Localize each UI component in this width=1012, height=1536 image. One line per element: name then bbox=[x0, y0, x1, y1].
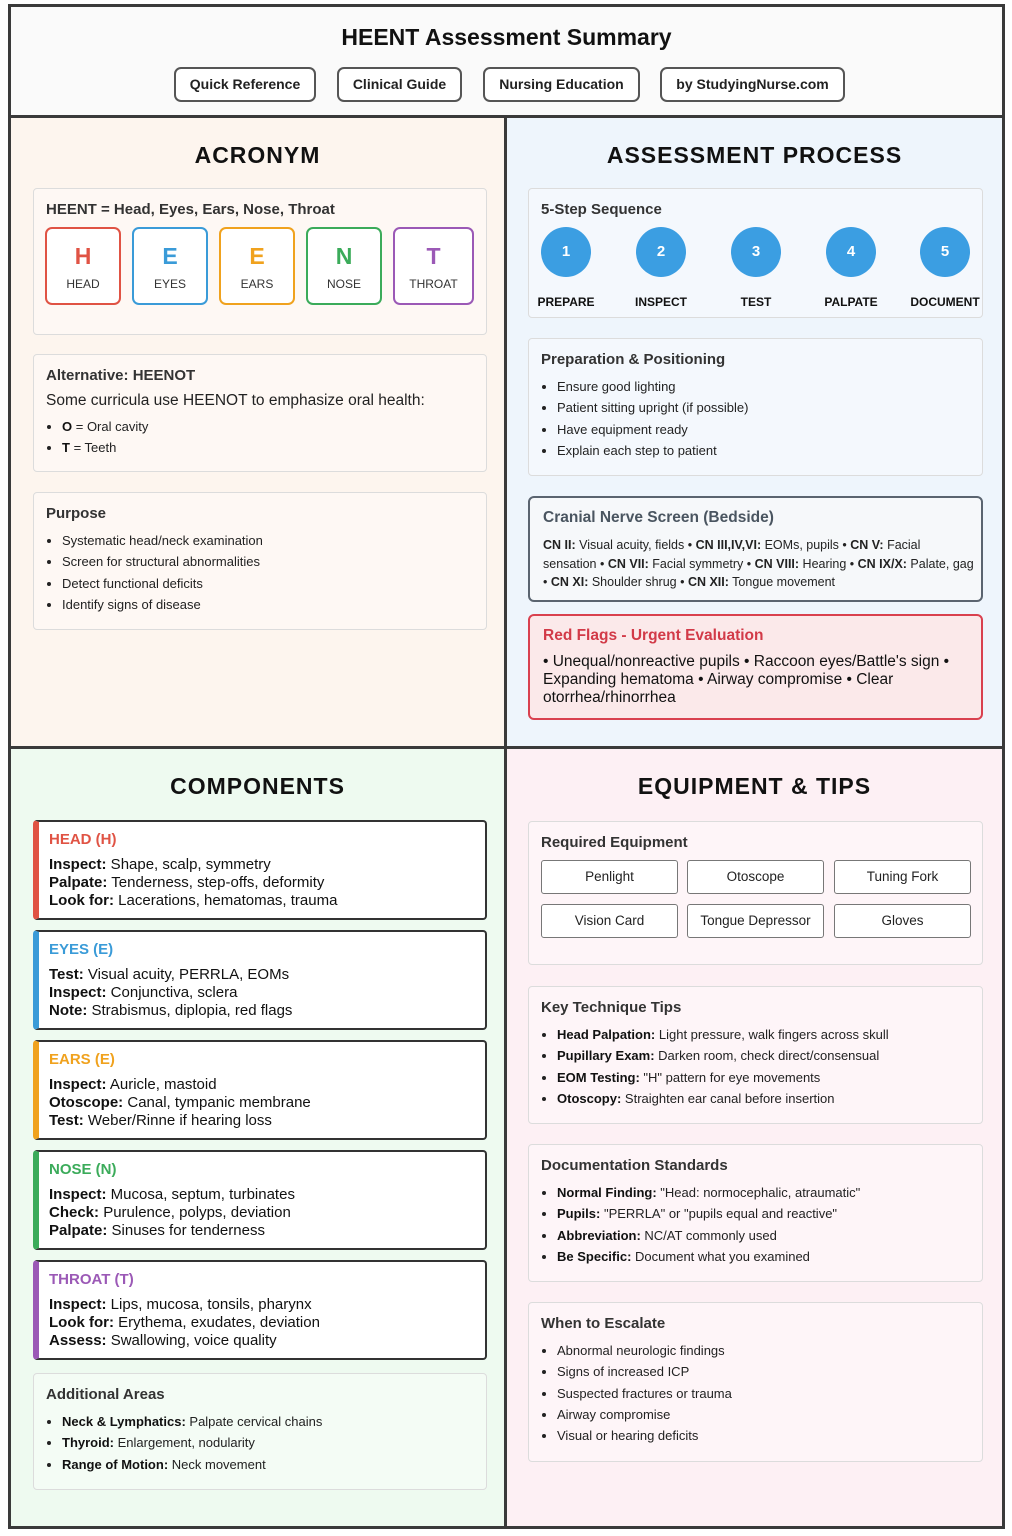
list-item: • Normal Finding: "Head: normocephalic, atraumatic" bbox=[557, 1182, 860, 1203]
step-document bbox=[900, 227, 990, 309]
component-throat bbox=[33, 1260, 487, 1360]
equipment-tuning-fork: Tuning Fork bbox=[834, 860, 971, 894]
page-title: HEENT Assessment Summary bbox=[341, 24, 672, 50]
component-line: Test: Visual acuity, PERRLA, EOMs bbox=[49, 966, 290, 983]
list-item: • Pupils: "PERRLA" or "pupils equal and reactive" bbox=[557, 1203, 860, 1224]
list-item: • EOM Testing: "H" pattern for eye movements bbox=[557, 1067, 889, 1088]
step-number: 4 bbox=[826, 227, 876, 277]
equipment-vision-card: Vision Card bbox=[541, 904, 678, 938]
component-line: Inspect: Shape, scalp, symmetry bbox=[49, 856, 271, 873]
component-line: Look for: Lacerations, hematomas, trauma bbox=[49, 892, 338, 909]
list-item: • Abbreviation: NC/AT commonly used bbox=[557, 1225, 860, 1246]
step-number: 1 bbox=[541, 227, 591, 277]
required-heading: Required Equipment bbox=[541, 834, 688, 851]
step-label: PREPARE bbox=[537, 295, 595, 309]
letter-box-eyes bbox=[132, 227, 208, 305]
step-number: 5 bbox=[920, 227, 970, 277]
header bbox=[11, 7, 1002, 118]
letter-e-eyes: E bbox=[162, 243, 178, 269]
letter-h: H bbox=[74, 243, 92, 269]
additional-heading: Additional Areas bbox=[46, 1386, 165, 1403]
letter-e-ears: E bbox=[249, 243, 265, 269]
step-label: DOCUMENT bbox=[910, 295, 980, 309]
sequence-card bbox=[528, 188, 983, 318]
cranial-nerve-card bbox=[528, 496, 983, 602]
escalate-list bbox=[557, 1340, 732, 1446]
process-title: ASSESSMENT PROCESS bbox=[606, 142, 903, 168]
list-item: • Signs of increased ICP bbox=[557, 1361, 732, 1382]
components-section bbox=[11, 749, 507, 1526]
component-heading: EYES (E) bbox=[49, 941, 114, 958]
list-item: • O = Oral cavity bbox=[62, 416, 148, 437]
letter-word-eyes: EYES bbox=[153, 277, 186, 291]
letter-box-nose bbox=[306, 227, 382, 305]
red-flags-text: • Unequal/nonreactive pupils • Raccoon eyes/Battle's sign • Expanding hematoma • Airway compromise • Clear otorrhea/rhinorrhea bbox=[543, 653, 950, 706]
letter-word-head: HEAD bbox=[66, 277, 100, 291]
component-line: Test: Weber/Rinne if hearing loss bbox=[49, 1112, 272, 1129]
step-label: TEST bbox=[740, 295, 772, 309]
list-item: • Otoscopy: Straighten ear canal before insertion bbox=[557, 1088, 889, 1109]
list-item: • Visual or hearing deficits bbox=[557, 1425, 732, 1446]
escalate-heading: When to Escalate bbox=[541, 1315, 666, 1332]
tag-author: by StudyingNurse.com bbox=[660, 67, 845, 102]
component-line: Otoscope: Canal, tympanic membrane bbox=[49, 1094, 311, 1111]
list-item: • Range of Motion: Neck movement bbox=[62, 1454, 322, 1475]
letter-box-ears bbox=[219, 227, 295, 305]
list-item: • Patient sitting upright (if possible) bbox=[557, 397, 748, 418]
required-equipment-card bbox=[528, 821, 983, 965]
alternative-card bbox=[33, 354, 487, 472]
alternative-text: Some curricula use HEENOT to emphasize oral health: bbox=[46, 392, 425, 409]
step-number: 2 bbox=[636, 227, 686, 277]
assessment-process-section bbox=[507, 118, 1002, 749]
list-item: • T = Teeth bbox=[62, 437, 148, 458]
alternative-list bbox=[62, 416, 148, 459]
list-item: • Identify signs of disease bbox=[62, 594, 263, 615]
tag-clinical-guide: Clinical Guide bbox=[337, 67, 462, 102]
acronym-card bbox=[33, 188, 487, 335]
letter-word-nose: NOSE bbox=[326, 277, 361, 291]
component-line: Inspect: Mucosa, septum, turbinates bbox=[49, 1186, 295, 1203]
red-flags-card bbox=[528, 614, 983, 720]
sequence-heading: 5-Step Sequence bbox=[541, 201, 662, 218]
documentation-card bbox=[528, 1144, 983, 1282]
component-line: Look for: Erythema, exudates, deviation bbox=[49, 1314, 320, 1331]
equipment-otoscope: Otoscope bbox=[687, 860, 824, 894]
tips-heading: Key Technique Tips bbox=[541, 999, 682, 1016]
cranial-heading: Cranial Nerve Screen (Bedside) bbox=[543, 509, 774, 526]
equipment-title: EQUIPMENT & TIPS bbox=[637, 773, 872, 799]
red-flags-heading: Red Flags - Urgent Evaluation bbox=[543, 627, 764, 644]
acronym-definition: HEENT = Head, Eyes, Ears, Nose, Throat bbox=[46, 201, 335, 218]
tag-row bbox=[11, 67, 1002, 103]
acronym-title: ACRONYM bbox=[194, 142, 321, 168]
purpose-card bbox=[33, 492, 487, 630]
additional-areas-card bbox=[33, 1373, 487, 1490]
component-line: Palpate: Tenderness, step-offs, deformity bbox=[49, 874, 325, 891]
component-heading: NOSE (N) bbox=[49, 1161, 117, 1178]
component-line: Assess: Swallowing, voice quality bbox=[49, 1332, 277, 1349]
list-item: • Have equipment ready bbox=[557, 419, 748, 440]
additional-list bbox=[62, 1411, 322, 1475]
step-palpate bbox=[806, 227, 896, 309]
step-label: PALPATE bbox=[824, 295, 878, 309]
step-test bbox=[711, 227, 801, 309]
component-ears bbox=[33, 1040, 487, 1140]
letter-box-head bbox=[45, 227, 121, 305]
letter-box-throat bbox=[393, 227, 474, 305]
list-item: • Systematic head/neck examination bbox=[62, 530, 263, 551]
equipment-penlight: Penlight bbox=[541, 860, 678, 894]
step-prepare bbox=[521, 227, 611, 309]
poster-frame bbox=[8, 4, 1005, 1529]
preparation-card bbox=[528, 338, 983, 476]
step-number: 3 bbox=[731, 227, 781, 277]
step-label: INSPECT bbox=[634, 295, 687, 309]
letter-word-ears: EARS bbox=[240, 277, 274, 291]
component-eyes bbox=[33, 930, 487, 1030]
alternative-heading: Alternative: HEENOT bbox=[46, 367, 196, 384]
letter-n: N bbox=[335, 243, 353, 269]
documentation-list bbox=[557, 1182, 860, 1267]
component-heading: HEAD (H) bbox=[49, 831, 117, 848]
purpose-heading: Purpose bbox=[46, 505, 107, 522]
acronym-section bbox=[11, 118, 507, 749]
list-item: • Head Palpation: Light pressure, walk fingers across skull bbox=[557, 1024, 889, 1045]
equipment-tips-section bbox=[507, 749, 1002, 1526]
tag-nursing-education: Nursing Education bbox=[483, 67, 640, 102]
component-heading: EARS (E) bbox=[49, 1051, 115, 1068]
equipment-tongue-depressor: Tongue Depressor bbox=[687, 904, 824, 938]
list-item: • Be Specific: Document what you examined bbox=[557, 1246, 860, 1267]
list-item: • Abnormal neurologic findings bbox=[557, 1340, 732, 1361]
list-item: • Detect functional deficits bbox=[62, 573, 263, 594]
component-line: Check: Purulence, polyps, deviation bbox=[49, 1204, 291, 1221]
list-item: • Neck & Lymphatics: Palpate cervical chains bbox=[62, 1411, 322, 1432]
components-title: COMPONENTS bbox=[170, 773, 345, 799]
cranial-text: CN II: Visual acuity, fields • CN III,IV,VI: EOMs, pupils • CN V: Facial sensation • CN VII: Facial symmetry • CN VIII: Hearing • CN IX/X: Palate, gag • CN XI: Shoulder shrug • CN XII: Tongue movement bbox=[543, 538, 974, 589]
component-line: Note: Strabismus, diplopia, red flags bbox=[49, 1002, 293, 1019]
tips-list bbox=[557, 1024, 889, 1109]
tag-quick-reference: Quick Reference bbox=[174, 67, 316, 102]
technique-tips-card bbox=[528, 986, 983, 1124]
component-heading: THROAT (T) bbox=[49, 1271, 134, 1288]
documentation-heading: Documentation Standards bbox=[541, 1157, 728, 1174]
list-item: • Suspected fractures or trauma bbox=[557, 1383, 732, 1404]
letter-t: T bbox=[426, 243, 441, 269]
preparation-heading: Preparation & Positioning bbox=[541, 351, 726, 368]
list-item: • Pupillary Exam: Darken room, check direct/consensual bbox=[557, 1045, 889, 1066]
list-item: • Thyroid: Enlargement, nodularity bbox=[62, 1432, 322, 1453]
list-item: • Ensure good lighting bbox=[557, 376, 748, 397]
letter-word-throat: THROAT bbox=[409, 277, 458, 291]
list-item: • Explain each step to patient bbox=[557, 440, 748, 461]
equipment-gloves: Gloves bbox=[834, 904, 971, 938]
escalate-card bbox=[528, 1302, 983, 1462]
component-head bbox=[33, 820, 487, 920]
step-inspect bbox=[616, 227, 706, 309]
preparation-list bbox=[557, 376, 748, 461]
component-nose bbox=[33, 1150, 487, 1250]
purpose-list bbox=[62, 530, 263, 615]
list-item: • Screen for structural abnormalities bbox=[62, 551, 263, 572]
list-item: • Airway compromise bbox=[557, 1404, 732, 1425]
component-line: Inspect: Conjunctiva, sclera bbox=[49, 984, 238, 1001]
component-line: Inspect: Auricle, mastoid bbox=[49, 1076, 217, 1093]
component-line: Inspect: Lips, mucosa, tonsils, pharynx bbox=[49, 1296, 312, 1313]
component-line: Palpate: Sinuses for tenderness bbox=[49, 1222, 265, 1239]
